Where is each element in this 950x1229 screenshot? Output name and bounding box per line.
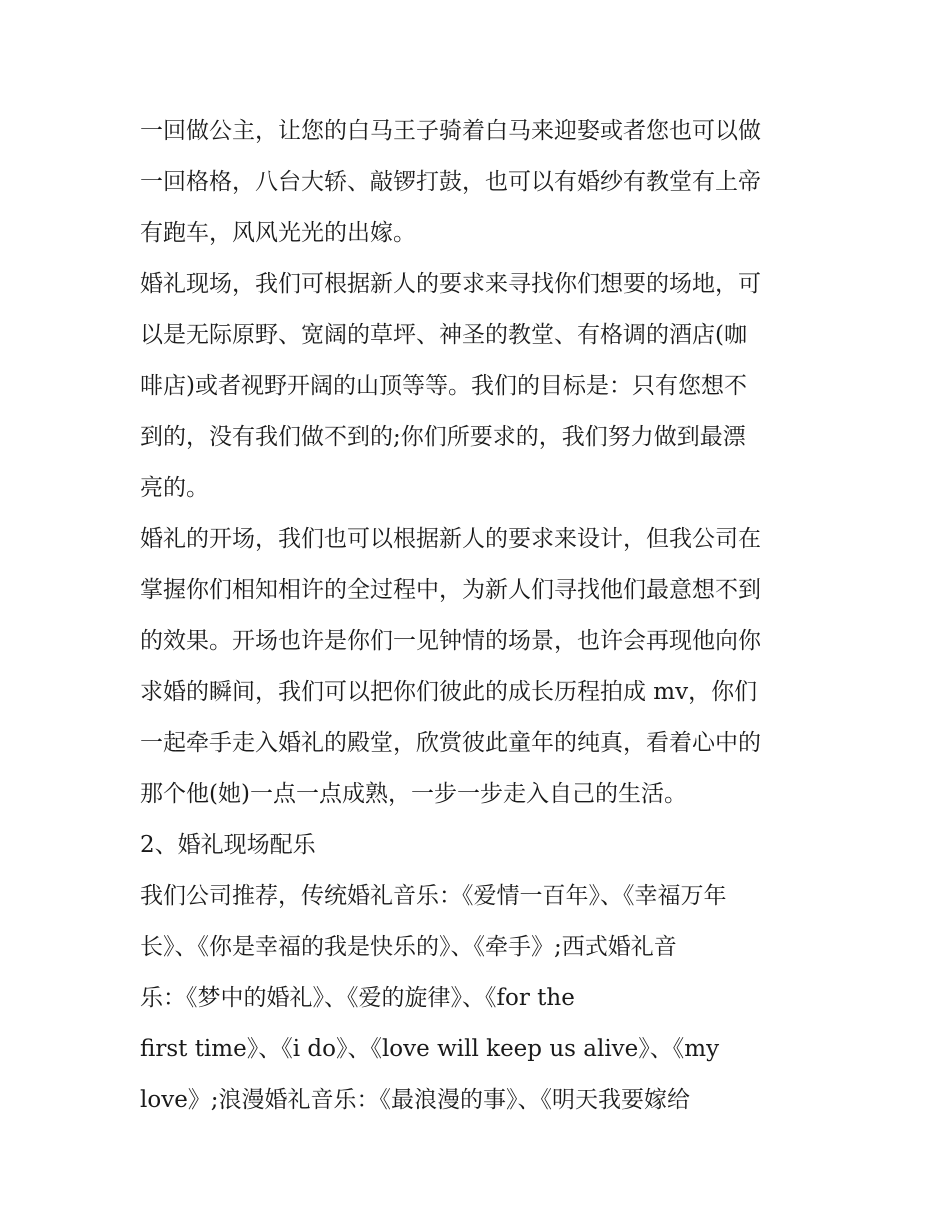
text-line: 婚礼现场，我们可根据新人的要求来寻找你们想要的场地，可 (140, 271, 761, 297)
document-body (140, 106, 820, 1126)
text-line: 一起牵手走入婚礼的殿堂，欣赏彼此童年的纯真，看着心中的 (140, 730, 761, 756)
text-line: 掌握你们相知相许的全过程中，为新人们寻找他们最意想不到 (140, 577, 761, 603)
text-line: love》;浪漫婚礼音乐：《最浪漫的事》、《明天我要嫁给 (140, 1087, 691, 1113)
text-line: 啡店)或者视野开阔的山顶等等。我们的目标是：只有您想不 (140, 373, 747, 399)
text-line: 有跑车，风风光光的出嫁。 (140, 220, 416, 246)
text-line: 婚礼的开场，我们也可以根据新人的要求来设计，但我公司在 (140, 526, 761, 552)
text-line: 一回格格，八台大轿、敲锣打鼓，也可以有婚纱有教堂有上帝 (140, 169, 761, 195)
text-line: 以是无际原野、宽阔的草坪、神圣的教堂、有格调的酒店(咖 (140, 322, 747, 348)
text-line: 长》、《你是幸福的我是快乐的》、《牵手》;西式婚礼音 (140, 934, 677, 960)
text-line: 我们公司推荐，传统婚礼音乐：《爱情一百年》、《幸福万年 (140, 883, 727, 909)
text-line: 求婚的瞬间，我们可以把你们彼此的成长历程拍成 mv，你们 (140, 679, 758, 705)
text-line: 的效果。开场也许是你们一见钟情的场景，也许会再现他向你 (140, 628, 761, 654)
section-heading: 2、婚礼现场配乐 (140, 832, 316, 858)
text-line: 乐：《梦中的婚礼》、《爱的旋律》、《for the (140, 985, 575, 1011)
text-line: first time》、《i do》、《love will keep us alive》、《my (140, 1036, 720, 1062)
text-line: 亮的。 (140, 475, 209, 501)
text-line: 那个他(她)一点一点成熟，一步一步走入自己的生活。 (140, 781, 687, 807)
text-line: 一回做公主，让您的白马王子骑着白马来迎娶或者您也可以做 (140, 118, 761, 144)
text-line: 到的，没有我们做不到的;你们所要求的，我们努力做到最漂 (140, 424, 746, 450)
